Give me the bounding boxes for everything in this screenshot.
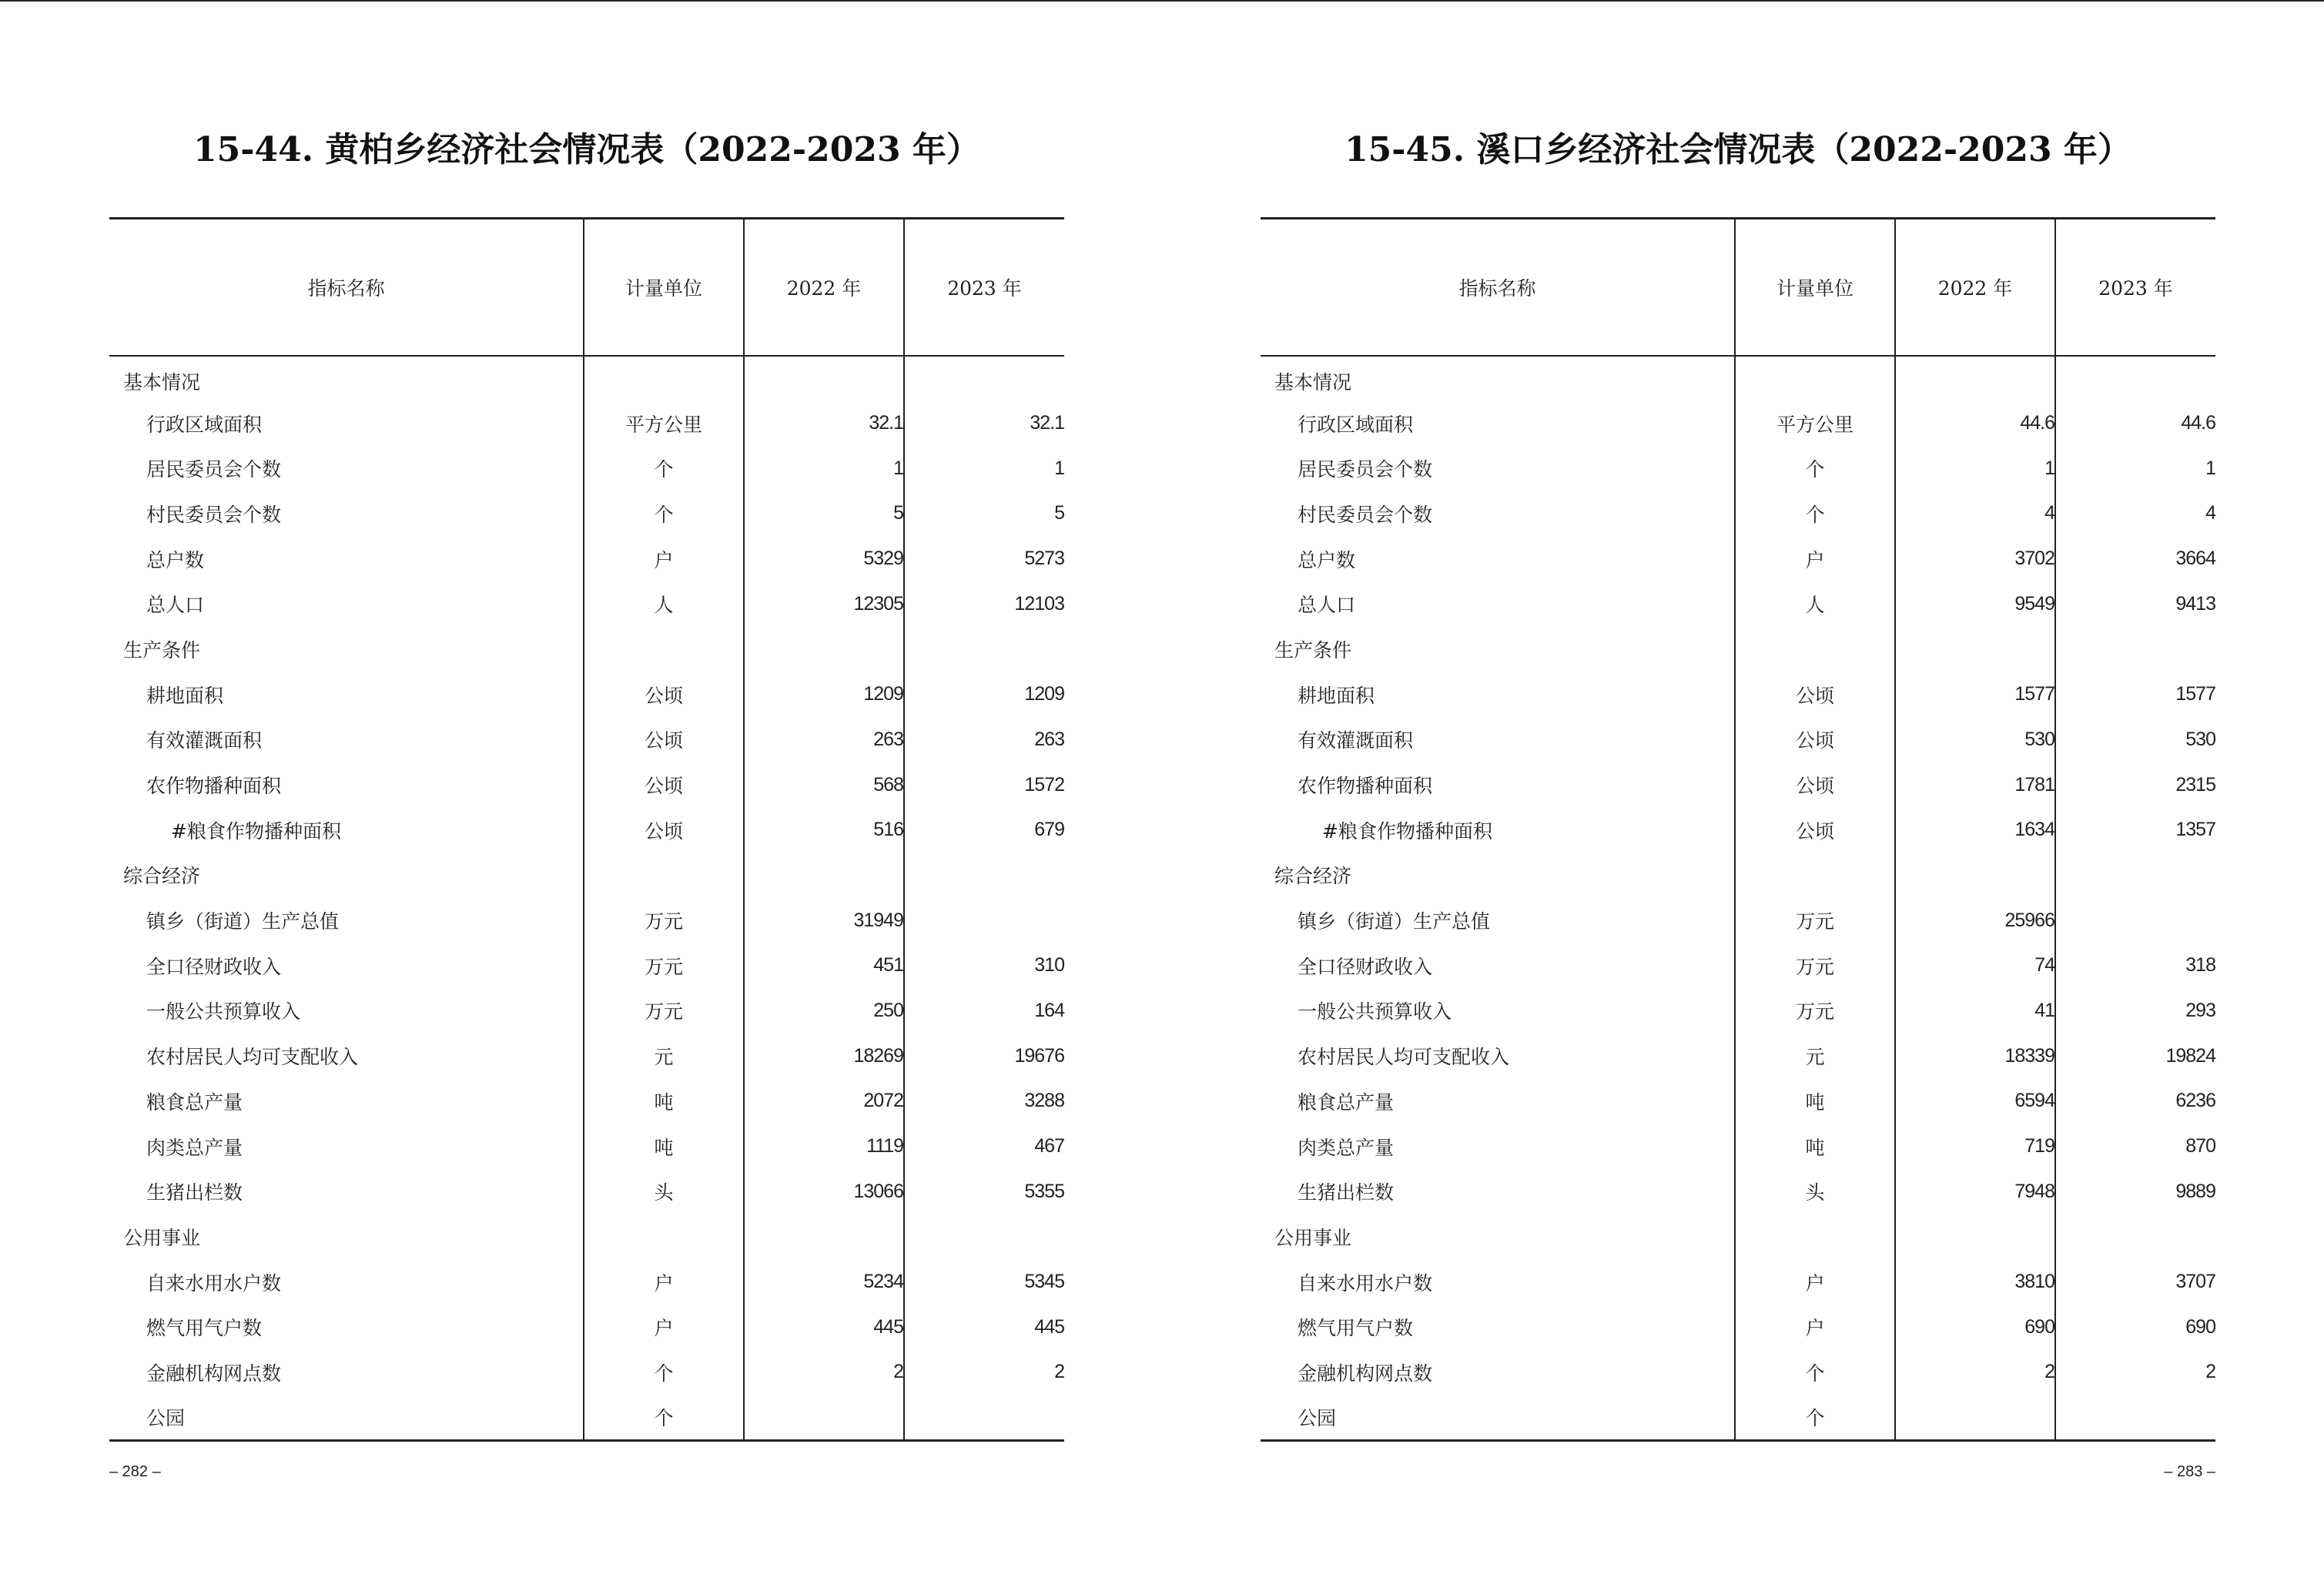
indicator-name-cell: 有效灌溉面积 xyxy=(1298,729,1414,752)
value-2022-cell: 3702 xyxy=(1895,536,2055,581)
indicator-name-cell: 村民委员会个数 xyxy=(146,503,282,526)
value-2023-cell: 3664 xyxy=(2055,536,2215,581)
value-2023-cell: 870 xyxy=(2055,1124,2215,1169)
unit-cell: 元 xyxy=(584,1034,744,1079)
value-2022-cell: 530 xyxy=(1895,717,2055,762)
value-2022-cell: 12305 xyxy=(744,581,904,627)
indicator-name-cell: 生产条件 xyxy=(123,638,201,662)
unit-cell xyxy=(1735,627,1895,672)
unit-cell: 吨 xyxy=(584,1079,744,1124)
value-2023-cell: 164 xyxy=(904,988,1064,1034)
table-body xyxy=(1261,356,2215,1441)
indicator-name-cell: 农作物播种面积 xyxy=(146,775,282,798)
unit-cell: 公顷 xyxy=(584,807,744,853)
indicator-name-cell: 自来水用水户数 xyxy=(1298,1271,1433,1295)
value-2022-cell: 568 xyxy=(744,762,904,808)
indicator-name-cell: 居民委员会个数 xyxy=(146,458,282,481)
unit-cell: 户 xyxy=(584,536,744,581)
table-row xyxy=(1261,400,2215,446)
value-2022-cell: 1119 xyxy=(744,1124,904,1169)
value-2022-cell: 32.1 xyxy=(744,400,904,446)
value-2022-cell: 6594 xyxy=(1895,1079,2055,1124)
table-row xyxy=(1261,988,2215,1034)
indicator-name-cell: 农作物播种面积 xyxy=(1298,775,1433,798)
table-row xyxy=(1261,1079,2215,1124)
value-2023-cell: 6236 xyxy=(2055,1079,2215,1124)
indicator-name-cell: 村民委员会个数 xyxy=(1298,503,1433,526)
unit-cell: 万元 xyxy=(584,943,744,988)
indicator-name-cell: 生猪出栏数 xyxy=(1298,1181,1395,1204)
value-2023-cell: 2 xyxy=(904,1350,1064,1395)
header-year-2023: 2023 年 xyxy=(2055,219,2215,356)
value-2023-cell: 5345 xyxy=(904,1259,1064,1305)
header-indicator-name: 指标名称 xyxy=(109,219,584,356)
table-row xyxy=(109,717,1064,762)
value-2022-cell: 7948 xyxy=(1895,1169,2055,1214)
stats-table-huangbai xyxy=(109,217,1064,1442)
unit-cell: 万元 xyxy=(584,898,744,943)
value-2022-cell: 44.6 xyxy=(1895,400,2055,446)
unit-cell: 个 xyxy=(584,491,744,537)
unit-cell: 人 xyxy=(584,581,744,627)
unit-cell: 公顷 xyxy=(1735,807,1895,853)
value-2022-cell: 2 xyxy=(1895,1350,2055,1395)
table-row xyxy=(1261,1169,2215,1214)
value-2022-cell xyxy=(744,853,904,898)
table-row xyxy=(109,1124,1064,1169)
value-2022-cell: 31949 xyxy=(744,898,904,943)
value-2022-cell: 3810 xyxy=(1895,1259,2055,1305)
value-2023-cell: 1577 xyxy=(2055,672,2215,717)
unit-cell: 元 xyxy=(1735,1034,1895,1079)
indicator-name-cell: #粮食作物播种面积 xyxy=(1322,819,1492,843)
unit-cell: 公顷 xyxy=(1735,717,1895,762)
value-2023-cell: 1 xyxy=(2055,446,2215,491)
value-2023-cell: 310 xyxy=(904,943,1064,988)
value-2023-cell xyxy=(2055,898,2215,943)
table-row xyxy=(109,1395,1064,1440)
indicator-name-cell: 公用事业 xyxy=(123,1226,201,1249)
value-2022-cell: 5329 xyxy=(744,536,904,581)
value-2023-cell: 690 xyxy=(2055,1305,2215,1350)
indicator-name-cell: 有效灌溉面积 xyxy=(146,729,263,752)
indicator-name-cell: 总人口 xyxy=(146,594,205,617)
page-number: – 282 – xyxy=(109,1463,161,1480)
unit-cell: 平方公里 xyxy=(584,400,744,446)
indicator-name-cell: 全口径财政收入 xyxy=(1298,955,1433,978)
unit-cell: 个 xyxy=(1735,1395,1895,1440)
value-2022-cell xyxy=(744,627,904,672)
indicator-name-cell: 燃气用气户数 xyxy=(1298,1317,1414,1340)
indicator-name-cell: 公园 xyxy=(1261,1395,1735,1440)
unit-cell: 户 xyxy=(584,1259,744,1305)
value-2023-cell xyxy=(2055,356,2215,401)
table-row xyxy=(109,762,1064,808)
value-2022-cell: 451 xyxy=(744,943,904,988)
table-row xyxy=(1261,491,2215,537)
unit-cell: 个 xyxy=(584,1395,744,1440)
table-row xyxy=(1261,446,2215,491)
value-2022-cell: 4 xyxy=(1895,491,2055,537)
table-row xyxy=(109,807,1064,853)
section-header-row xyxy=(1261,1214,2215,1260)
value-2022-cell: 25966 xyxy=(1895,898,2055,943)
indicator-name-cell: 耕地面积 xyxy=(146,684,224,707)
value-2023-cell: 3707 xyxy=(2055,1259,2215,1305)
unit-cell: 个 xyxy=(1735,446,1895,491)
indicator-name-cell: 燃气用气户数 xyxy=(146,1317,263,1340)
table-row xyxy=(1261,898,2215,943)
value-2023-cell: 32.1 xyxy=(904,400,1064,446)
value-2022-cell xyxy=(1895,627,2055,672)
stats-table-xikou xyxy=(1261,217,2215,1442)
table-row xyxy=(109,1259,1064,1305)
value-2023-cell: 5 xyxy=(904,491,1064,537)
unit-cell: 万元 xyxy=(1735,988,1895,1034)
indicator-name-cell: 公用事业 xyxy=(1274,1226,1352,1249)
value-2023-cell: 4 xyxy=(2055,491,2215,537)
table-row xyxy=(109,491,1064,537)
indicator-name-cell: 公园 xyxy=(109,1395,584,1440)
value-2023-cell: 2 xyxy=(2055,1350,2215,1395)
indicator-name-cell: 总人口 xyxy=(1298,594,1356,617)
value-2023-cell xyxy=(904,627,1064,672)
table-row xyxy=(1261,717,2215,762)
indicator-name-cell: 生产条件 xyxy=(1274,638,1352,662)
section-header-row xyxy=(109,853,1064,898)
value-2022-cell: 2072 xyxy=(744,1079,904,1124)
value-2023-cell: 5273 xyxy=(904,536,1064,581)
indicator-name-cell: 基本情况 xyxy=(1274,371,1352,394)
unit-cell: 吨 xyxy=(584,1124,744,1169)
value-2022-cell: 690 xyxy=(1895,1305,2055,1350)
table-row xyxy=(1261,672,2215,717)
unit-cell xyxy=(584,853,744,898)
indicator-name-cell: 一般公共预算收入 xyxy=(146,1000,301,1023)
indicator-name-cell: 金融机构网点数 xyxy=(146,1362,282,1385)
section-header-row xyxy=(1261,627,2215,672)
header-year-2022: 2022 年 xyxy=(744,219,904,356)
value-2023-cell: 19676 xyxy=(904,1034,1064,1079)
value-2023-cell: 44.6 xyxy=(2055,400,2215,446)
unit-cell: 万元 xyxy=(1735,898,1895,943)
indicator-name-cell: 生猪出栏数 xyxy=(146,1181,243,1204)
value-2022-cell: 41 xyxy=(1895,988,2055,1034)
header-year-2023: 2023 年 xyxy=(904,219,1064,356)
unit-cell: 人 xyxy=(1735,581,1895,627)
value-2022-cell: 1 xyxy=(744,446,904,491)
unit-cell: 吨 xyxy=(1735,1079,1895,1124)
table-row xyxy=(1261,1395,2215,1440)
value-2022-cell: 719 xyxy=(1895,1124,2055,1169)
value-2023-cell: 467 xyxy=(904,1124,1064,1169)
table-title: 15-44. 黄柏乡经济社会情况表（2022-2023 年） xyxy=(193,130,980,169)
indicator-name-cell: 粮食总产量 xyxy=(146,1090,243,1114)
unit-cell xyxy=(1735,356,1895,401)
indicator-name-cell: 行政区域面积 xyxy=(1298,413,1414,436)
table-row xyxy=(1261,1124,2215,1169)
table-row xyxy=(109,1305,1064,1350)
value-2023-cell: 5355 xyxy=(904,1169,1064,1214)
value-2023-cell: 9413 xyxy=(2055,581,2215,627)
header-unit: 计量单位 xyxy=(1735,219,1895,356)
value-2023-cell xyxy=(2055,1214,2215,1260)
value-2023-cell: 530 xyxy=(2055,717,2215,762)
header-row xyxy=(1261,219,2215,356)
indicator-name-cell: 综合经济 xyxy=(1274,865,1352,888)
unit-cell: 个 xyxy=(584,1350,744,1395)
unit-cell: 头 xyxy=(1735,1169,1895,1214)
value-2023-cell xyxy=(2055,853,2215,898)
page-right xyxy=(1261,0,2215,1588)
unit-cell: 公顷 xyxy=(584,762,744,808)
value-2022-cell: 1781 xyxy=(1895,762,2055,808)
unit-cell xyxy=(1735,1214,1895,1260)
value-2022-cell xyxy=(744,1214,904,1260)
table-row xyxy=(109,400,1064,446)
value-2022-cell: 74 xyxy=(1895,943,2055,988)
value-2023-cell: 1209 xyxy=(904,672,1064,717)
table-row xyxy=(1261,1034,2215,1079)
value-2022-cell: 1 xyxy=(1895,446,2055,491)
unit-cell: 个 xyxy=(584,446,744,491)
indicator-name-cell: 综合经济 xyxy=(123,865,201,888)
value-2022-cell: 9549 xyxy=(1895,581,2055,627)
value-2023-cell: 318 xyxy=(2055,943,2215,988)
value-2022-cell: 1634 xyxy=(1895,807,2055,853)
table-row xyxy=(1261,762,2215,808)
value-2023-cell xyxy=(904,898,1064,943)
indicator-name-cell: 金融机构网点数 xyxy=(1298,1362,1433,1385)
value-2022-cell xyxy=(1895,853,2055,898)
value-2023-cell xyxy=(904,1214,1064,1260)
value-2023-cell: 445 xyxy=(904,1305,1064,1350)
table-row xyxy=(1261,943,2215,988)
table-row xyxy=(109,1034,1064,1079)
unit-cell xyxy=(584,1214,744,1260)
section-header-row xyxy=(109,356,1064,401)
indicator-name-cell: 镇乡（街道）生产总值 xyxy=(146,910,340,933)
indicator-name-cell: 镇乡（街道）生产总值 xyxy=(1298,910,1491,933)
unit-cell: 户 xyxy=(584,1305,744,1350)
header-row xyxy=(109,219,1064,356)
value-2022-cell xyxy=(1895,1214,2055,1260)
indicator-name-cell: 肉类总产量 xyxy=(146,1136,243,1159)
table-row xyxy=(1261,1350,2215,1395)
table-row xyxy=(109,943,1064,988)
value-2023-cell: 9889 xyxy=(2055,1169,2215,1214)
table-row xyxy=(109,536,1064,581)
indicator-name-cell: 自来水用水户数 xyxy=(146,1271,282,1295)
indicator-name-cell: 行政区域面积 xyxy=(146,413,263,436)
indicator-name-cell: 总户数 xyxy=(1298,548,1356,571)
indicator-name-cell: 全口径财政收入 xyxy=(146,955,282,978)
table-row xyxy=(109,898,1064,943)
section-header-row xyxy=(1261,356,2215,401)
table-row xyxy=(109,1169,1064,1214)
indicator-name-cell: #粮食作物播种面积 xyxy=(171,819,341,843)
value-2022-cell: 1577 xyxy=(1895,672,2055,717)
indicator-name-cell: 耕地面积 xyxy=(1298,684,1375,707)
table-row xyxy=(109,1079,1064,1124)
value-2023-cell: 1357 xyxy=(2055,807,2215,853)
value-2023-cell xyxy=(904,356,1064,401)
table-row xyxy=(1261,1305,2215,1350)
table-body xyxy=(109,356,1064,1441)
unit-cell: 万元 xyxy=(1735,943,1895,988)
value-2023-cell: 679 xyxy=(904,807,1064,853)
section-header-row xyxy=(109,627,1064,672)
unit-cell: 公顷 xyxy=(584,717,744,762)
value-2022-cell: 13066 xyxy=(744,1169,904,1214)
value-2022-cell: 5 xyxy=(744,491,904,537)
indicator-name-cell: 肉类总产量 xyxy=(1298,1136,1395,1159)
value-2022-cell: 5234 xyxy=(744,1259,904,1305)
unit-cell: 吨 xyxy=(1735,1124,1895,1169)
value-2023-cell: 293 xyxy=(2055,988,2215,1034)
table-row xyxy=(109,988,1064,1034)
unit-cell: 个 xyxy=(1735,491,1895,537)
indicator-name-cell: 农村居民人均可支配收入 xyxy=(146,1046,359,1069)
value-2022-cell xyxy=(1895,1395,2055,1440)
value-2023-cell xyxy=(2055,1395,2215,1440)
header-unit: 计量单位 xyxy=(584,219,744,356)
unit-cell xyxy=(584,627,744,672)
indicator-name-cell: 一般公共预算收入 xyxy=(1298,1000,1452,1023)
indicator-name-cell: 粮食总产量 xyxy=(1298,1090,1395,1114)
table-row xyxy=(1261,1259,2215,1305)
header-indicator-name: 指标名称 xyxy=(1261,219,1735,356)
unit-cell xyxy=(1735,853,1895,898)
unit-cell: 公顷 xyxy=(1735,672,1895,717)
unit-cell: 公顷 xyxy=(584,672,744,717)
table-row xyxy=(109,1350,1064,1395)
value-2022-cell: 18339 xyxy=(1895,1034,2055,1079)
table-row xyxy=(109,672,1064,717)
value-2023-cell xyxy=(2055,627,2215,672)
page-left xyxy=(109,0,1064,1588)
page-number: – 283 – xyxy=(2164,1463,2215,1480)
table-row xyxy=(109,446,1064,491)
unit-cell: 个 xyxy=(1735,1350,1895,1395)
unit-cell: 户 xyxy=(1735,1259,1895,1305)
value-2023-cell: 3288 xyxy=(904,1079,1064,1124)
value-2022-cell: 18269 xyxy=(744,1034,904,1079)
value-2022-cell: 250 xyxy=(744,988,904,1034)
table-row xyxy=(1261,807,2215,853)
unit-cell xyxy=(584,356,744,401)
value-2022-cell: 1209 xyxy=(744,672,904,717)
value-2022-cell xyxy=(744,356,904,401)
value-2022-cell: 516 xyxy=(744,807,904,853)
unit-cell: 公顷 xyxy=(1735,762,1895,808)
value-2022-cell xyxy=(1895,356,2055,401)
indicator-name-cell: 总户数 xyxy=(146,548,205,571)
table-row xyxy=(1261,581,2215,627)
value-2022-cell: 263 xyxy=(744,717,904,762)
table-title: 15-45. 溪口乡经济社会情况表（2022-2023 年） xyxy=(1345,130,2131,169)
value-2023-cell: 1 xyxy=(904,446,1064,491)
indicator-name-cell: 农村居民人均可支配收入 xyxy=(1298,1046,1510,1069)
value-2023-cell xyxy=(904,1395,1064,1440)
table-row xyxy=(1261,536,2215,581)
value-2023-cell: 1572 xyxy=(904,762,1064,808)
value-2023-cell xyxy=(904,853,1064,898)
value-2023-cell: 19824 xyxy=(2055,1034,2215,1079)
unit-cell: 头 xyxy=(584,1169,744,1214)
unit-cell: 万元 xyxy=(584,988,744,1034)
unit-cell: 户 xyxy=(1735,1305,1895,1350)
indicator-name-cell: 居民委员会个数 xyxy=(1298,458,1433,481)
unit-cell: 户 xyxy=(1735,536,1895,581)
value-2022-cell: 445 xyxy=(744,1305,904,1350)
value-2023-cell: 2315 xyxy=(2055,762,2215,808)
value-2022-cell xyxy=(744,1395,904,1440)
table-row xyxy=(109,581,1064,627)
section-header-row xyxy=(1261,853,2215,898)
value-2023-cell: 263 xyxy=(904,717,1064,762)
section-header-row xyxy=(109,1214,1064,1260)
indicator-name-cell: 基本情况 xyxy=(123,371,201,394)
unit-cell: 平方公里 xyxy=(1735,400,1895,446)
header-year-2022: 2022 年 xyxy=(1895,219,2055,356)
value-2022-cell: 2 xyxy=(744,1350,904,1395)
value-2023-cell: 12103 xyxy=(904,581,1064,627)
